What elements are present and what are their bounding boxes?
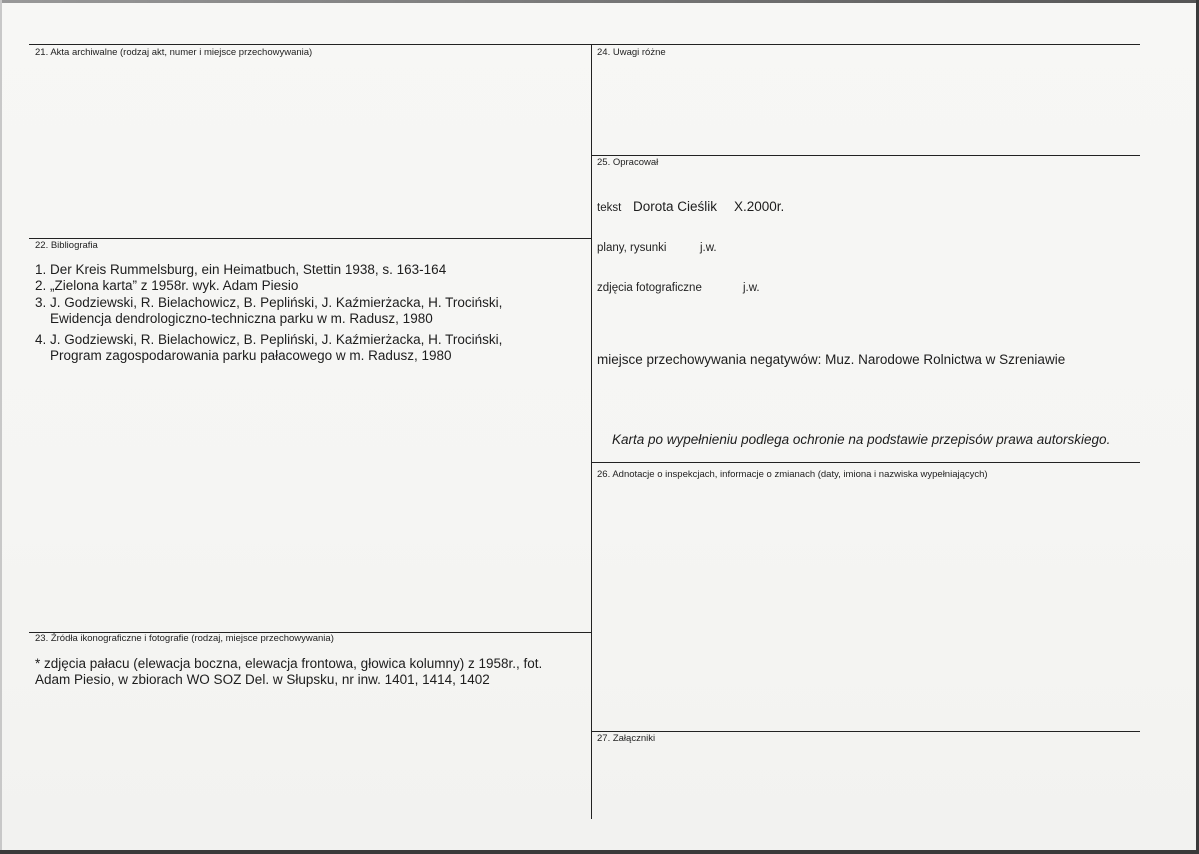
tekst-label: tekst <box>597 202 622 214</box>
tekst-author: Dorota Cieślik <box>633 199 718 214</box>
section-27-label: 27. Załączniki <box>597 733 656 744</box>
plany-label: plany, rysunki <box>597 242 667 254</box>
page-edge-bottom <box>0 850 1199 854</box>
center-divider <box>591 44 592 819</box>
top-rule <box>29 44 1140 45</box>
zdjecia-label: zdjęcia fotograficzne <box>597 282 702 294</box>
bibliography-item-continuation: Program zagospodarowania parku pałacowego w m. Radusz, 1980 <box>50 348 452 363</box>
section-24-label: 24. Uwagi różne <box>597 47 666 58</box>
section-23-label: 23. Źródła ikonograficzne i fotografie (rodzaj, miejsce przechowywania) <box>35 633 334 644</box>
bibliography-item: 2. „Zielona karta” z 1958r. wyk. Adam Piesio <box>35 278 299 293</box>
tekst-date: X.2000r. <box>734 199 785 214</box>
bibliography-item-continuation: Ewidencja dendrologiczno-techniczna parku w m. Radusz, 1980 <box>50 311 433 326</box>
bibliography-item: 1. Der Kreis Rummelsburg, ein Heimatbuch, Stettin 1938, s. 163-164 <box>35 262 447 277</box>
bibliography-item: 3. J. Godziewski, R. Bielachowicz, B. Pepliński, J. Kaźmierżacka, H. Trociński, <box>35 295 503 310</box>
negatives-location: miejsce przechowywania negatywów: Muz. Narodowe Rolnictwa w Szreniawie <box>597 352 1066 367</box>
section-26-label: 26. Adnotacje o inspekcjach, informacje o zmianach (daty, imiona i nazwiska wypełniających) <box>597 469 988 480</box>
section-25-label: 25. Opracował <box>597 157 659 168</box>
page-edge-top <box>0 0 1199 3</box>
rule-21-22 <box>29 238 591 239</box>
section-22-label: 22. Bibliografia <box>35 240 98 251</box>
bibliography-item: 4. J. Godziewski, R. Bielachowicz, B. Pepliński, J. Kaźmierżacka, H. Trociński, <box>35 332 503 347</box>
page-edge-left <box>0 0 2 854</box>
copyright-notice: Karta po wypełnieniu podlega ochronie na podstawie przepisów prawa autorskiego. <box>612 432 1111 447</box>
iconography-entry: * zdjęcia pałacu (elewacja boczna, elewacja frontowa, głowica kolumny) z 1958r., fot. <box>35 656 543 671</box>
rule-26-27 <box>591 731 1140 732</box>
iconography-entry-continuation: Adam Piesio, w zbiorach WO SOZ Del. w Słupsku, nr inw. 1401, 1414, 1402 <box>35 672 490 687</box>
rule-24-25 <box>591 155 1140 156</box>
section-21-label: 21. Akta archiwalne (rodzaj akt, numer i miejsce przechowywania) <box>35 47 313 58</box>
rule-25-26 <box>591 462 1140 463</box>
plany-value: j.w. <box>700 242 717 254</box>
zdjecia-value: j.w. <box>743 282 760 294</box>
